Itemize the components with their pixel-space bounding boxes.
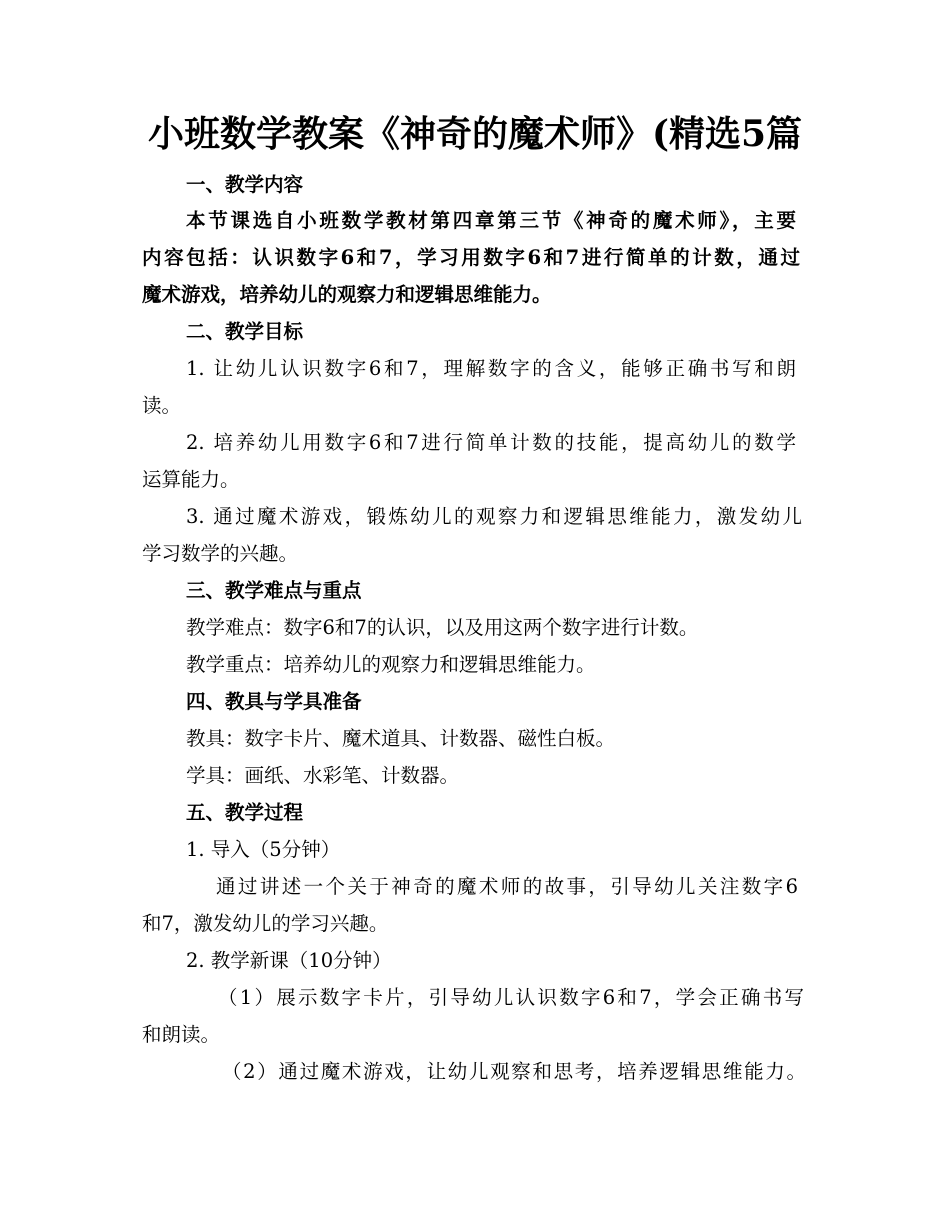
step-heading: 1. 导入（5分钟） [186, 838, 341, 861]
paragraph-line: 学具：画纸、水彩笔、计数器。 [186, 764, 460, 787]
paragraph-line: 教具：数字卡片、魔术道具、计数器、磁性白板。 [186, 727, 616, 750]
paragraph-line: 教学难点：数字6和7的认识，以及用这两个数字进行计数。 [186, 616, 699, 639]
paragraph-line: 和7，激发幼儿的学习兴趣。 [142, 912, 389, 935]
paragraph-line: （2）通过魔术游戏，让幼儿观察和思考，培养逻辑思维能力。 [222, 1060, 806, 1083]
section-heading-teaching-content: 一、教学内容 [186, 173, 304, 196]
document-title: 小班数学教案《神奇的魔术师》(精选5篇 [147, 113, 803, 155]
section-heading-difficulties-and-focus: 三、教学难点与重点 [186, 579, 362, 602]
paragraph-line: 教学重点：培养幼儿的观察力和逻辑思维能力。 [186, 653, 596, 676]
paragraph-line: 通过讲述一个关于神奇的魔术师的故事，引导幼儿关注数字6 [216, 875, 798, 898]
section-heading-teaching-goals: 二、教学目标 [186, 320, 304, 343]
paragraph-line: 魔术游戏，培养幼儿的观察力和逻辑思维能力。 [142, 283, 552, 306]
paragraph-line: 内容包括：认识数字6和7，学习用数字6和7进行简单的计数，通过 [142, 246, 800, 269]
list-item-line: 学习数学的兴趣。 [142, 542, 299, 565]
paragraph-line: 本节课选自小班数学教材第四章第三节《神奇的魔术师》，主要 [186, 209, 796, 232]
list-item-line: 3. 通过魔术游戏，锻炼幼儿的观察力和逻辑思维能力，激发幼儿 [186, 505, 802, 528]
list-item-line: 运算能力。 [142, 468, 240, 491]
list-item-line: 2. 培养幼儿用数字6和7进行简单计数的技能，提高幼儿的数学 [186, 431, 796, 454]
paragraph-line: （1）展示数字卡片，引导幼儿认识数字6和7，学会正确书写 [218, 986, 804, 1009]
section-heading-teaching-process: 五、教学过程 [186, 801, 304, 824]
list-item-line: 读。 [142, 394, 182, 417]
list-item-line: 1. 让幼儿认识数字6和7，理解数字的含义，能够正确书写和朗 [186, 357, 796, 380]
section-heading-materials: 四、教具与学具准备 [186, 690, 362, 713]
step-heading: 2. 教学新课（10分钟） [186, 949, 392, 972]
paragraph-line: 和朗读。 [142, 1023, 221, 1046]
